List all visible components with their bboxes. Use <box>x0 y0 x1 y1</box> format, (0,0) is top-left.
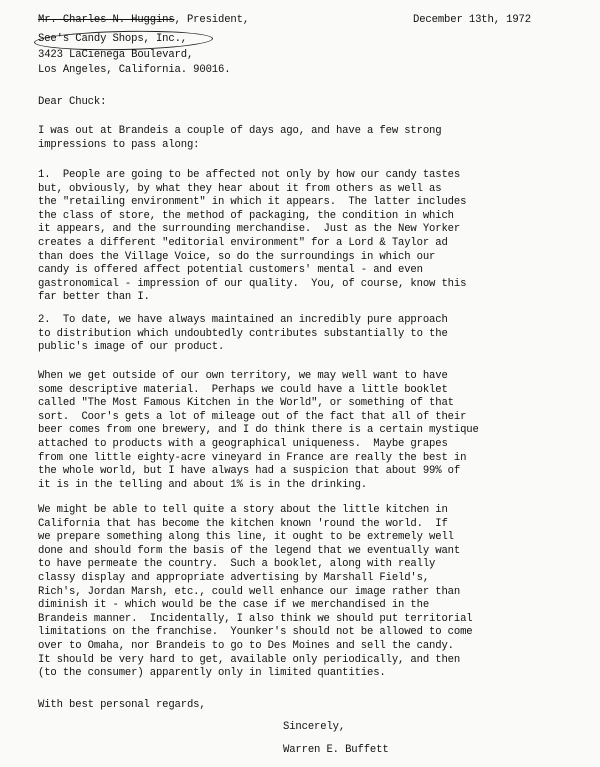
paragraph-point-1 <box>38 169 578 305</box>
text-line: creates a different "editorial environment" for a Lord & Taylor ad <box>38 236 448 249</box>
paragraph-4 <box>38 504 578 681</box>
letter-date: December 13th, 1972 <box>413 14 531 26</box>
text-line: classy display and appropriate advertising by Marshall Field's, <box>38 571 430 584</box>
text-line: to distribution which undoubtedly contributes substantially to the <box>38 327 448 340</box>
paragraph-point-2 <box>38 314 578 355</box>
text-line: We might be able to tell quite a story about the little kitchen in <box>38 504 448 516</box>
closing-sincerely: Sincerely, <box>283 721 346 733</box>
text-line: done and should form the basis of the legend that we eventually want <box>38 544 461 557</box>
text-line: some descriptive material. Perhaps we could have a little booklet <box>38 383 448 396</box>
text-line: beer comes from one brewery, and I do think there is a certain mystique <box>38 424 479 437</box>
text-line: Rich's, Jordan Marsh, etc., could well enhance our image rather than <box>38 585 461 598</box>
paragraph-intro <box>38 125 578 152</box>
text-line: we prepare something along this line, it ought to be extremely well <box>38 531 454 544</box>
text-line: gastronomical - impression of our quality. You, of course, know this <box>38 277 467 290</box>
text-line: to have permeate the country. Such a booklet, along with really <box>38 558 436 571</box>
text-line: far better than I. <box>38 291 150 304</box>
text-line: 1. People are going to be affected not only by how our candy tastes <box>38 169 461 181</box>
text-line: the whole world, but I have always had a suspicion that about 99% of <box>38 465 461 478</box>
addressee-name-line <box>38 14 249 28</box>
addressee-title: , President, <box>174 14 250 26</box>
addressee-company-line <box>38 33 187 47</box>
text-line: it is in the telling and about 1% is in the drinking. <box>38 478 367 491</box>
addressee-company: See's Candy Shops <box>38 33 144 45</box>
text-line: it appears, and the surrounding merchandise. Just as the New Yorker <box>38 223 461 236</box>
closing-regards: With best personal regards, <box>38 699 206 711</box>
text-line: than does the Village Voice, so do the surroundings in which our <box>38 250 436 263</box>
text-line: public's image of our product. <box>38 341 225 354</box>
text-line: Brandeis manner. Incidentally, I also think we should put territorial <box>38 612 473 625</box>
text-line: but, obviously, by what they hear about it from others as well as <box>38 182 442 195</box>
text-line: called "The Most Famous Kitchen in the World", or something of that <box>38 397 454 410</box>
text-line: limitations on the franchise. Younker's should not be allowed to come <box>38 626 473 639</box>
text-line: When we get outside of our own territory, we may well want to have <box>38 370 448 382</box>
addressee-company-suffix: , Inc., <box>143 33 187 45</box>
text-line: sort. Coor's gets a lot of mileage out of the fact that all of their <box>38 410 467 423</box>
text-line: over to Omaha, nor Brandeis to go to Des Moines and sell the candy. <box>38 639 454 652</box>
text-line: It should be very hard to get, available only periodically, and then <box>38 653 461 666</box>
text-line: candy is offered affect potential customers' mental - and even <box>38 264 423 277</box>
text-line: I was out at Brandeis a couple of days ago, and have a few strong <box>38 125 442 137</box>
text-line: from one little eighty-acre vineyard in France are really the best in <box>38 451 467 464</box>
text-line: the class of store, the method of packaging, the condition in which <box>38 209 454 222</box>
addressee-name: Mr. Charles N. Huggins <box>38 14 175 26</box>
addressee-street: 3423 LaCienega Boulevard, <box>38 49 194 61</box>
paragraph-3 <box>38 370 578 492</box>
text-line: attached to products with a geographical uniqueness. Maybe grapes <box>38 437 448 450</box>
text-line: California that has become the kitchen known 'round the world. If <box>38 517 448 530</box>
salutation: Dear Chuck: <box>38 96 107 108</box>
text-line: diminish it - which would be the case if we merchandised in the <box>38 599 430 612</box>
text-line: impressions to pass along: <box>38 138 200 151</box>
text-line: 2. To date, we have always maintained an incredibly pure approach <box>38 314 448 326</box>
addressee-city: Los Angeles, California. 90016. <box>38 64 231 76</box>
signature-name: Warren E. Buffett <box>283 744 389 756</box>
text-line: (to the consumer) apparently only in limited quantities. <box>38 667 386 680</box>
text-line: the "retailing environment" in which it appears. The latter includes <box>38 196 467 209</box>
